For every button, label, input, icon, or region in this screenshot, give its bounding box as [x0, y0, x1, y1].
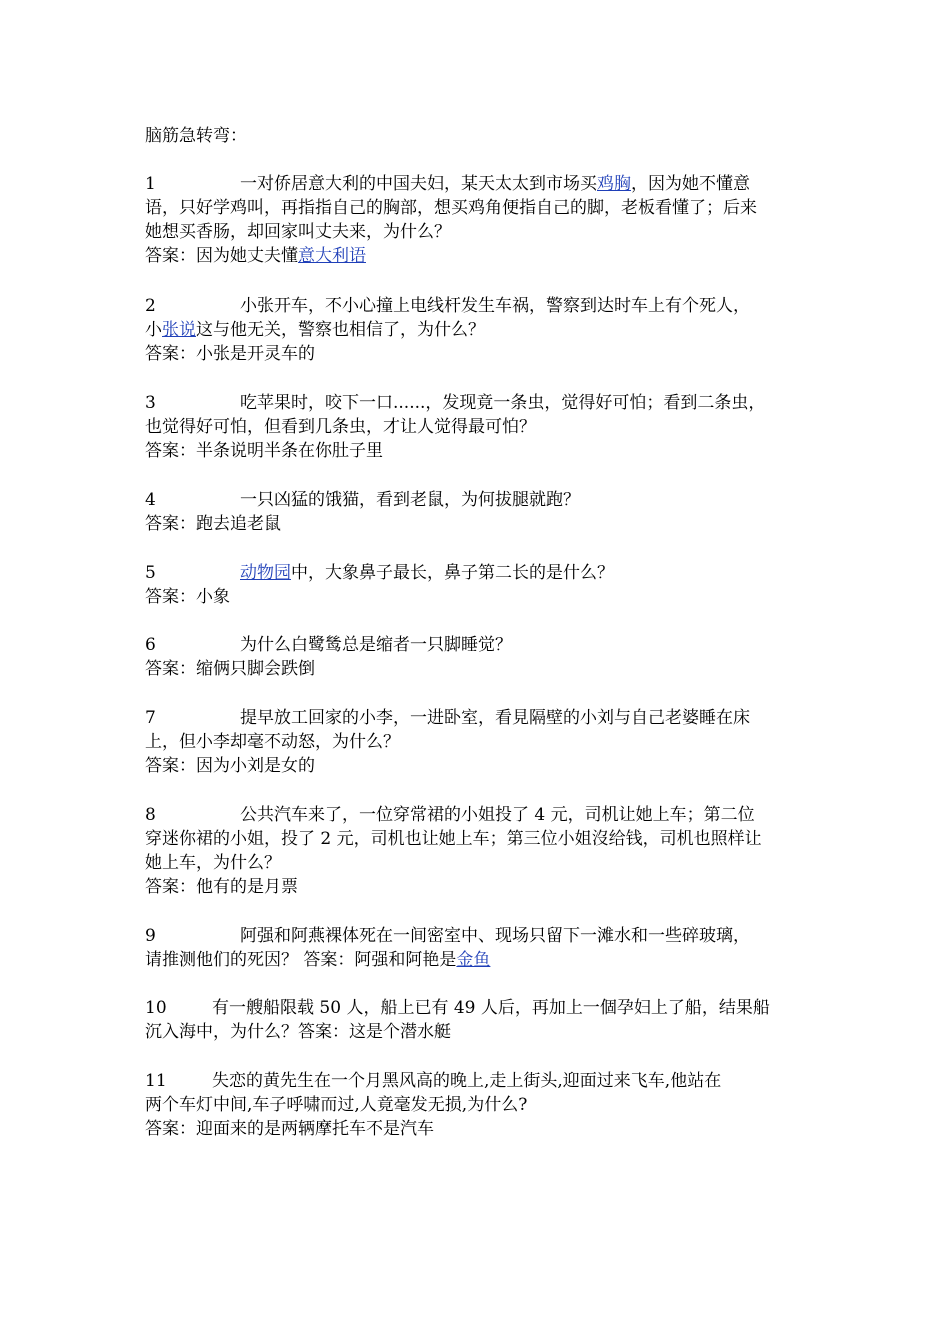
- question-number: 8: [145, 805, 156, 825]
- question-text: 吃苹果时，咬下一口......，发现竟一条虫，觉得好可怕；看到二条虫，: [240, 393, 766, 413]
- question-5: [145, 561, 815, 609]
- question-line: [145, 803, 815, 827]
- question-line: [145, 391, 815, 415]
- question-line: [145, 706, 815, 730]
- question-11: [145, 1069, 815, 1141]
- question-text: 这与他无关，警察也相信了，为什么？: [196, 320, 485, 340]
- question-7: [145, 706, 815, 778]
- question-line: [145, 1069, 815, 1093]
- question-text: 请推测他们的死因？ 答案：阿强和阿艳是: [145, 950, 457, 970]
- question-line: 她想买香肠，却回家叫丈夫来，为什么？: [145, 222, 451, 242]
- question-text: 小张开车，不小心撞上电线杆发生车祸，警察到达时车上有个死人，: [240, 296, 750, 316]
- question-number: 3: [145, 393, 156, 413]
- question-number: 10: [145, 998, 167, 1018]
- link-zhang-said[interactable]: 张说: [162, 320, 196, 340]
- question-line: [145, 488, 815, 512]
- answer-line: 答案：迎面来的是两辆摩托车不是汽车: [145, 1119, 434, 1139]
- answer-line: [145, 244, 815, 268]
- question-text: 一对侨居意大利的中国夫妇，某天太太到市场买: [240, 174, 597, 194]
- answer-line: 答案：他有的是月票: [145, 877, 298, 897]
- question-10: [145, 996, 815, 1044]
- question-line: [145, 924, 815, 948]
- question-line: [145, 996, 815, 1020]
- question-line: 上，但小李却毫不动怒，为什么？: [145, 732, 400, 752]
- question-line: 也觉得好可怕，但看到几条虫，才让人觉得最可怕？: [145, 417, 536, 437]
- link-chicken-breast[interactable]: 鸡胸: [597, 174, 631, 194]
- question-number: 7: [145, 708, 156, 728]
- link-goldfish[interactable]: 金鱼: [456, 950, 491, 970]
- link-zoo[interactable]: 动物园: [240, 563, 291, 583]
- question-text: 公共汽车来了，一位穿常裙的小姐投了 4 元，司机让她上车；第二位: [240, 805, 755, 825]
- question-2: [145, 294, 815, 366]
- question-line: 穿迷你裙的小姐，投了 2 元，司机也让她上车；第三位小姐沒给钱，司机也照样让: [145, 829, 762, 849]
- question-number: 5: [145, 563, 156, 583]
- question-number: 4: [145, 490, 156, 510]
- question-number: 1: [145, 174, 156, 194]
- answer-line: 答案：跑去追老鼠: [145, 514, 281, 534]
- answer-line: 答案：小张是开灵车的: [145, 344, 315, 364]
- answer-line: 答案：因为小刘是女的: [145, 756, 315, 776]
- question-line: 语，只好学鸡叫，再指指自己的胸部，想买鸡角便指自己的脚，老板看懂了；后来: [145, 198, 757, 218]
- question-number: 2: [145, 296, 156, 316]
- question-line: 两个车灯中间,车子呼啸而过,人竟毫发无损,为什么?: [145, 1095, 528, 1115]
- answer-line: 答案：小象: [145, 587, 230, 607]
- question-text: ，因为她不懂意: [631, 174, 750, 194]
- question-line: 她上车，为什么？: [145, 853, 281, 873]
- page-title: 脑筋急转弯：: [145, 126, 247, 146]
- question-line: [145, 172, 815, 196]
- question-3: [145, 391, 815, 463]
- question-line: [145, 561, 815, 585]
- question-text: 有一艘船限载 50 人，船上已有 49 人后，再加上一個孕妇上了船，结果船: [212, 998, 770, 1018]
- question-line: 沉入海中，为什么？答案：这是个潜水艇: [145, 1022, 451, 1042]
- question-text: 中，大象鼻子最长，鼻子第二长的是什么？: [291, 563, 614, 583]
- question-1: [145, 172, 815, 268]
- question-text: 为什么白鹭鸶总是缩者一只脚睡觉？: [240, 635, 512, 655]
- link-italian[interactable]: 意大利语: [298, 246, 366, 266]
- question-line: [145, 318, 815, 342]
- question-8: [145, 803, 815, 899]
- answer-line: 答案：缩俩只脚会跌倒: [145, 659, 315, 679]
- question-text: 一只凶猛的饿猫，看到老鼠，为何拔腿就跑？: [240, 490, 580, 510]
- question-number: 9: [145, 926, 156, 946]
- question-6: [145, 633, 815, 681]
- question-text: 失恋的黄先生在一个月黑风高的晚上,走上街头,迎面过来飞车,他站在: [212, 1071, 722, 1091]
- question-number: 11: [145, 1071, 167, 1091]
- question-line: [145, 948, 815, 972]
- question-line: [145, 294, 815, 318]
- question-number: 6: [145, 635, 156, 655]
- answer-text: 答案：因为她丈夫懂: [145, 246, 298, 266]
- question-line: [145, 633, 815, 657]
- answer-line: 答案：半条说明半条在你肚子里: [145, 441, 383, 461]
- question-4: [145, 488, 815, 536]
- question-9: [145, 924, 815, 972]
- question-text: 提早放工回家的小李，一进卧室，看見隔壁的小刘与自己老婆睡在床: [240, 708, 750, 728]
- question-text: 小: [145, 320, 162, 340]
- question-text: 阿强和阿燕裸体死在一间密室中、现场只留下一滩水和一些碎玻璃，: [240, 926, 750, 946]
